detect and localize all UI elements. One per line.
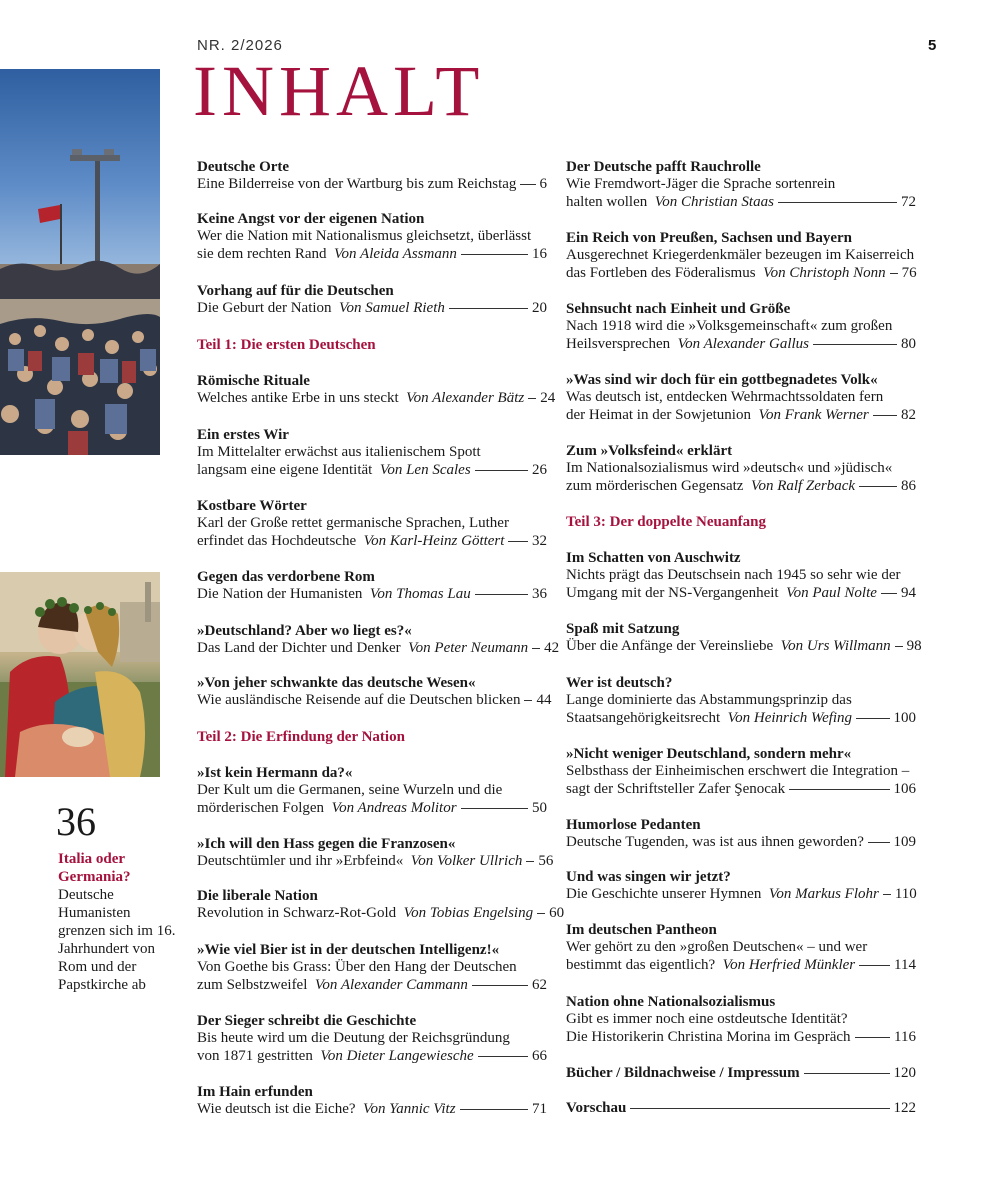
page-title: INHALT xyxy=(193,51,485,131)
entry-page-number: 94 xyxy=(901,584,916,601)
leader-line xyxy=(804,1073,890,1074)
leader-line xyxy=(475,470,528,471)
leader-line xyxy=(873,415,897,416)
entry-description: Lange dominierte das Abstammungsprinzip das xyxy=(566,692,852,708)
leader-line xyxy=(778,202,897,203)
entry-title: »Ich will den Hass gegen die Franzosen« xyxy=(197,836,456,852)
entry-description-text: Staatsangehörigkeitsrecht xyxy=(566,709,721,726)
leader-line xyxy=(478,1056,528,1057)
part-heading: Teil 1: Die ersten Deutschen xyxy=(197,337,376,353)
toc-entry[interactable] xyxy=(197,568,547,604)
entry-title: Humorlose Pedanten xyxy=(566,817,701,833)
spacer xyxy=(399,390,407,408)
leader-line xyxy=(537,913,545,914)
toc-entry[interactable] xyxy=(566,816,916,852)
entry-author: Von Herfried Münkler xyxy=(722,956,856,973)
entry-author: Von Heinrich Wefing xyxy=(727,709,853,726)
entry-page-number: 16 xyxy=(532,245,547,262)
italia-germania-painting xyxy=(0,572,160,777)
entry-description: Gibt es immer noch eine ostdeutsche Identität? xyxy=(566,1011,848,1027)
toc-entry[interactable] xyxy=(566,674,916,727)
entry-page-number: 80 xyxy=(901,335,916,352)
entry-description-last xyxy=(197,905,565,923)
entry-page-number: 120 xyxy=(893,1065,916,1081)
entry-author: Von Markus Flohr xyxy=(768,886,879,902)
entry-author: Von Alexander Bätz xyxy=(406,390,525,406)
toc-entry[interactable] xyxy=(197,282,547,318)
entry-description-text: Welches antike Erbe in uns steckt xyxy=(197,390,399,406)
entry-description-text: langsam eine eigene Identität xyxy=(197,461,373,478)
entry-page-number: 116 xyxy=(894,1028,916,1045)
entry-author: Von Frank Werner xyxy=(758,406,869,423)
entry-description-last xyxy=(197,390,556,408)
entry-description-text: Über die Anfänge der Vereinsliebe xyxy=(566,638,774,654)
entry-description-text: zum Selbstzweifel xyxy=(197,976,308,993)
entry-page-number: 20 xyxy=(532,300,547,316)
entry-description: Wer gehört zu den »großen Deutschen« – und wer xyxy=(566,939,868,955)
entry-description-last xyxy=(566,585,916,603)
toc-entry[interactable] xyxy=(197,674,552,710)
page-number: 5 xyxy=(928,37,937,54)
entry-page-number: 110 xyxy=(894,886,917,902)
entry-description-text: sagt der Schriftsteller Zafer Şenocak xyxy=(566,780,786,797)
entry-page-number: 98 xyxy=(906,638,922,654)
entry-author: Von Len Scales xyxy=(379,461,471,478)
entry-description-last xyxy=(566,781,916,799)
entry-description: Bis heute wird um die Deutung der Reichsgründung xyxy=(197,1030,510,1046)
entry-author: Von Yannic Vitz xyxy=(363,1101,456,1117)
toc-entry[interactable] xyxy=(197,887,565,923)
entry-description-text: Die Historikerin Christina Morina im Gespräch xyxy=(566,1028,851,1045)
toc-single-row xyxy=(566,1064,916,1083)
toc-entry[interactable] xyxy=(197,835,554,871)
spacer xyxy=(332,300,340,318)
berlin-wall-photo xyxy=(0,69,160,455)
entry-description: Im Nationalsozialismus wird »deutsch« und »jüdisch« xyxy=(566,460,893,476)
entry-page-number: 24 xyxy=(540,390,556,406)
caption-text: Deutsche Humanisten grenzen sich im 16. Jahrhundert von Rom und der Papstkirche ab xyxy=(58,887,176,993)
issue-number: NR. 2/2026 xyxy=(197,37,283,54)
entry-page-number: 100 xyxy=(893,709,916,726)
entry-description: Nichts prägt das Deutschsein nach 1945 so sehr wie der xyxy=(566,567,901,583)
entry-author: Von Tobias Engelsing xyxy=(403,905,534,921)
entry-title: Die liberale Nation xyxy=(197,888,318,904)
entry-description-last xyxy=(566,957,916,975)
entry-description-last xyxy=(197,176,547,194)
spacer xyxy=(401,640,409,658)
entry-description-last xyxy=(566,407,916,425)
entry-description: Selbsthass der Einheimischen erschwert die Integration – xyxy=(566,763,910,779)
entry-author: Von Dieter Langewiesche xyxy=(320,1047,474,1064)
toc-entry[interactable] xyxy=(197,210,547,263)
part-heading-block[interactable] xyxy=(197,336,547,354)
entry-page-number: 86 xyxy=(901,477,916,494)
entry-description-text: das Fortleben des Föderalismus xyxy=(566,264,756,281)
entry-description-text: Heilsversprechen xyxy=(566,335,671,352)
entry-author: Von Volker Ullrich xyxy=(410,853,523,869)
leader-line xyxy=(508,541,528,542)
entry-description-text: Die Geburt der Nation xyxy=(197,300,332,316)
leader-line xyxy=(475,594,528,595)
entry-author: Von Ralf Zerback xyxy=(750,477,856,494)
entry-description-text: Deutschtümler und ihr »Erbfeind« xyxy=(197,853,404,869)
entry-page-number: 62 xyxy=(532,976,547,993)
toc-entry[interactable] xyxy=(197,158,547,194)
entry-description-last xyxy=(566,834,916,852)
entry-page-number: 50 xyxy=(532,799,547,816)
entry-author: Von Andreas Molitor xyxy=(331,799,457,816)
entry-description-last xyxy=(566,886,916,904)
entry-author: Von Thomas Lau xyxy=(369,586,471,602)
entry-description-text: Deutsche Tugenden, was ist aus ihnen geworden? xyxy=(566,834,864,850)
leader-line xyxy=(813,344,897,345)
spacer xyxy=(356,1101,364,1119)
entry-page-number: 44 xyxy=(536,692,552,708)
entry-description-text: Umgang mit der NS-Vergangenheit xyxy=(566,584,779,601)
entry-description-last xyxy=(566,638,922,656)
toc-entry[interactable] xyxy=(566,371,916,424)
toc-entry[interactable] xyxy=(566,620,922,656)
entry-title: Ein erstes Wir xyxy=(197,427,289,443)
spacer xyxy=(773,638,781,656)
entry-title: Bücher / Bildnachweise / Impressum xyxy=(566,1065,800,1081)
spacer xyxy=(720,710,728,728)
toc-entry[interactable] xyxy=(566,300,916,353)
entry-description-last xyxy=(197,692,552,710)
toc-entry[interactable] xyxy=(197,497,547,550)
entry-title: Nation ohne Nationalsozialismus xyxy=(566,994,776,1010)
toc-entry[interactable] xyxy=(566,1064,916,1083)
spacer xyxy=(396,905,404,923)
entry-description: Karl der Große rettet germanische Sprachen, Luther xyxy=(197,515,509,531)
leader-line xyxy=(532,648,540,649)
entry-description-text: mörderischen Folgen xyxy=(197,799,325,816)
entry-title: »Deutschland? Aber wo liegt es?« xyxy=(197,623,412,639)
entry-author: Von Paul Nolte xyxy=(786,584,877,601)
toc-entry[interactable] xyxy=(566,229,916,282)
spacer xyxy=(307,977,315,995)
entry-description-last xyxy=(566,194,916,212)
entry-description: Wie Fremdwort-Jäger die Sprache sortenrein xyxy=(566,176,836,192)
toc-entry[interactable] xyxy=(566,1099,916,1118)
leader-line xyxy=(855,1037,891,1038)
entry-description-last xyxy=(197,977,547,995)
entry-description-text: erfindet das Hochdeutsche xyxy=(197,532,357,549)
entry-title: »Wie viel Bier ist in der deutschen Intelligenz!« xyxy=(197,942,500,958)
entry-title: Im Schatten von Auschwitz xyxy=(566,550,741,566)
entry-description: Nach 1918 wird die »Volksgemeinschaft« zum großen xyxy=(566,318,893,334)
entry-author: Von Peter Neumann xyxy=(408,640,529,656)
part-heading-block[interactable] xyxy=(197,728,547,746)
entry-description-last xyxy=(197,1048,547,1066)
entry-title: Zum »Volksfeind« erklärt xyxy=(566,443,733,459)
entry-description-text: Die Geschichte unserer Hymnen xyxy=(566,886,762,902)
entry-title: Gegen das verdorbene Rom xyxy=(197,569,375,585)
toc-entry[interactable] xyxy=(566,993,916,1046)
entry-title: Kostbare Wörter xyxy=(197,498,307,514)
toc-single-row xyxy=(566,1099,916,1118)
entry-description-text: halten wollen xyxy=(566,193,648,210)
entry-title: »Ist kein Hermann da?« xyxy=(197,765,353,781)
spacer xyxy=(362,586,370,604)
leader-line xyxy=(526,861,534,862)
entry-page-number: 56 xyxy=(538,853,554,869)
entry-description-last xyxy=(566,265,916,283)
toc-entry[interactable] xyxy=(566,921,916,974)
entry-title: »Nicht weniger Deutschland, sondern mehr« xyxy=(566,746,852,762)
entry-author: Von Christian Staas xyxy=(654,193,774,210)
entry-page-number: 122 xyxy=(893,1100,916,1116)
leader-line xyxy=(472,985,528,986)
spacer xyxy=(670,336,678,354)
entry-page-number: 66 xyxy=(532,1047,547,1064)
entry-description-last xyxy=(566,478,916,496)
toc-entry[interactable] xyxy=(566,868,916,904)
entry-author: Von Karl-Heinz Göttert xyxy=(363,532,505,549)
leader-line xyxy=(859,965,890,966)
entry-author: Von Alexander Gallus xyxy=(677,335,809,352)
leader-line xyxy=(881,593,897,594)
spacer xyxy=(372,462,380,480)
entry-description-last xyxy=(197,246,547,264)
spacer xyxy=(756,265,764,283)
entry-page-number: 109 xyxy=(893,834,916,850)
entry-author: Von Urs Willmann xyxy=(780,638,891,654)
entry-description-last xyxy=(197,533,547,551)
entry-title: Sehnsucht nach Einheit und Größe xyxy=(566,301,791,317)
spacer xyxy=(751,407,759,425)
entry-title: Spaß mit Satzung xyxy=(566,621,680,637)
toc-entry[interactable] xyxy=(197,1083,547,1119)
spacer xyxy=(356,533,364,551)
toc-entry[interactable] xyxy=(197,426,547,479)
leader-line xyxy=(449,308,528,309)
entry-description-last xyxy=(197,1101,547,1119)
entry-title: Keine Angst vor der eigenen Nation xyxy=(197,211,425,227)
leader-line xyxy=(460,1109,528,1110)
part-heading: Teil 3: Der doppelte Neuanfang xyxy=(566,514,767,530)
toc-entry[interactable] xyxy=(566,158,916,211)
leader-line xyxy=(890,273,898,274)
leader-line xyxy=(856,718,889,719)
entry-author: Von Alexander Cammann xyxy=(314,976,468,993)
entry-page-number: 42 xyxy=(544,640,560,656)
toc-entry[interactable] xyxy=(197,622,560,658)
entry-description: Im Mittelalter erwächst aus italienischem Spott xyxy=(197,444,481,460)
leader-line xyxy=(789,789,889,790)
part-heading-block[interactable] xyxy=(566,513,916,531)
spacer xyxy=(647,194,655,212)
entry-page-number: 32 xyxy=(532,532,547,549)
entry-description-text: Eine Bilderreise von der Wartburg bis zum Reichstag xyxy=(197,176,517,192)
entry-title: Der Deutsche pafft Rauchrolle xyxy=(566,159,761,175)
toc-entry[interactable] xyxy=(566,549,916,602)
spacer xyxy=(313,1048,321,1066)
spacer xyxy=(761,886,769,904)
leader-line xyxy=(883,894,891,895)
entry-author: Von Christoph Nonn xyxy=(763,264,886,281)
entry-title: Römische Rituale xyxy=(197,373,310,389)
entry-title: Im deutschen Pantheon xyxy=(566,922,717,938)
part-heading: Teil 2: Die Erfindung der Nation xyxy=(197,729,405,745)
entry-description-text: Die Nation der Humanisten xyxy=(197,586,363,602)
entry-title: Deutsche Orte xyxy=(197,159,290,175)
leader-line xyxy=(461,254,528,255)
leader-line xyxy=(520,184,535,185)
spacer xyxy=(779,585,787,603)
leader-line xyxy=(895,646,903,647)
leader-line xyxy=(524,700,532,701)
entry-description-text: Wie deutsch ist die Eiche? xyxy=(197,1101,356,1117)
entry-page-number: 72 xyxy=(901,193,916,210)
spacer xyxy=(403,853,411,871)
entry-page-number: 106 xyxy=(893,780,916,797)
entry-description-text: der Heimat in der Sowjetunion xyxy=(566,406,751,423)
entry-title: Wer ist deutsch? xyxy=(566,675,673,691)
leader-line xyxy=(630,1108,889,1109)
toc-entry[interactable] xyxy=(197,941,547,994)
entry-description-last xyxy=(197,586,547,604)
toc-entry[interactable] xyxy=(197,764,547,817)
entry-description-last xyxy=(197,800,547,818)
toc-entry[interactable] xyxy=(566,442,916,495)
entry-description-text: Das Land der Dichter und Denker xyxy=(197,640,401,656)
entry-author: Von Aleida Assmann xyxy=(334,245,457,262)
entry-title: »Was sind wir doch für ein gottbegnadetes Volk« xyxy=(566,372,878,388)
entry-description: Der Kult um die Germanen, seine Wurzeln und die xyxy=(197,782,503,798)
toc-entry[interactable] xyxy=(566,745,916,798)
entry-description: Ausgerechnet Kriegerdenkmäler bezeugen im Kaiserreich xyxy=(566,247,915,263)
entry-description-last xyxy=(197,640,560,658)
caption-headline: Italia oder Germania? xyxy=(58,851,131,885)
toc-entry[interactable] xyxy=(197,1012,547,1065)
spacer xyxy=(715,957,723,975)
entry-description-text: sie dem rechten Rand xyxy=(197,245,327,262)
entry-title: Im Hain erfunden xyxy=(197,1084,313,1100)
entry-author: Von Samuel Rieth xyxy=(339,300,445,316)
entry-description-last xyxy=(197,853,554,871)
entry-description-last xyxy=(566,710,916,728)
entry-title: »Von jeher schwankte das deutsche Wesen« xyxy=(197,675,476,691)
entry-page-number: 114 xyxy=(894,956,916,973)
entry-description-last xyxy=(566,336,916,354)
entry-page-number: 6 xyxy=(539,176,547,192)
spacer xyxy=(324,800,332,818)
leader-line xyxy=(461,808,528,809)
entry-description-text: zum mörderischen Gegensatz xyxy=(566,477,744,494)
entry-title: Vorschau xyxy=(566,1100,627,1116)
entry-title: Vorhang auf für die Deutschen xyxy=(197,283,394,299)
entry-title: Ein Reich von Preußen, Sachsen und Bayern xyxy=(566,230,853,246)
entry-description-last xyxy=(197,300,547,318)
entry-page-number: 36 xyxy=(532,586,547,602)
entry-page-number: 26 xyxy=(532,461,547,478)
leader-line xyxy=(868,842,890,843)
entry-description: Von Goethe bis Grass: Über den Hang der Deutschen xyxy=(197,959,517,975)
entry-page-number: 60 xyxy=(549,905,565,921)
leader-line xyxy=(528,398,536,399)
entry-page-number: 82 xyxy=(901,406,916,423)
entry-title: Und was singen wir jetzt? xyxy=(566,869,731,885)
entry-description: Wer die Nation mit Nationalismus gleichsetzt, überlässt xyxy=(197,228,532,244)
toc-entry[interactable] xyxy=(197,372,556,408)
entry-description-text: von 1871 gestritten xyxy=(197,1047,313,1064)
spacer xyxy=(743,478,751,496)
entry-description: Was deutsch ist, entdecken Wehrmachtssoldaten fern xyxy=(566,389,884,405)
entry-description-text: Wie ausländische Reisende auf die Deutschen blicken xyxy=(197,692,521,708)
spacer xyxy=(327,246,335,264)
leader-line xyxy=(859,486,897,487)
entry-description-last xyxy=(197,462,547,480)
entry-description-text: Revolution in Schwarz-Rot-Gold xyxy=(197,905,397,921)
entry-description-text: bestimmt das eigentlich? xyxy=(566,956,716,973)
caption-page-number: 36 xyxy=(56,799,96,844)
entry-title: Der Sieger schreibt die Geschichte xyxy=(197,1013,417,1029)
entry-description-last xyxy=(566,1029,916,1047)
entry-page-number: 71 xyxy=(532,1101,547,1117)
entry-page-number: 76 xyxy=(901,264,917,281)
